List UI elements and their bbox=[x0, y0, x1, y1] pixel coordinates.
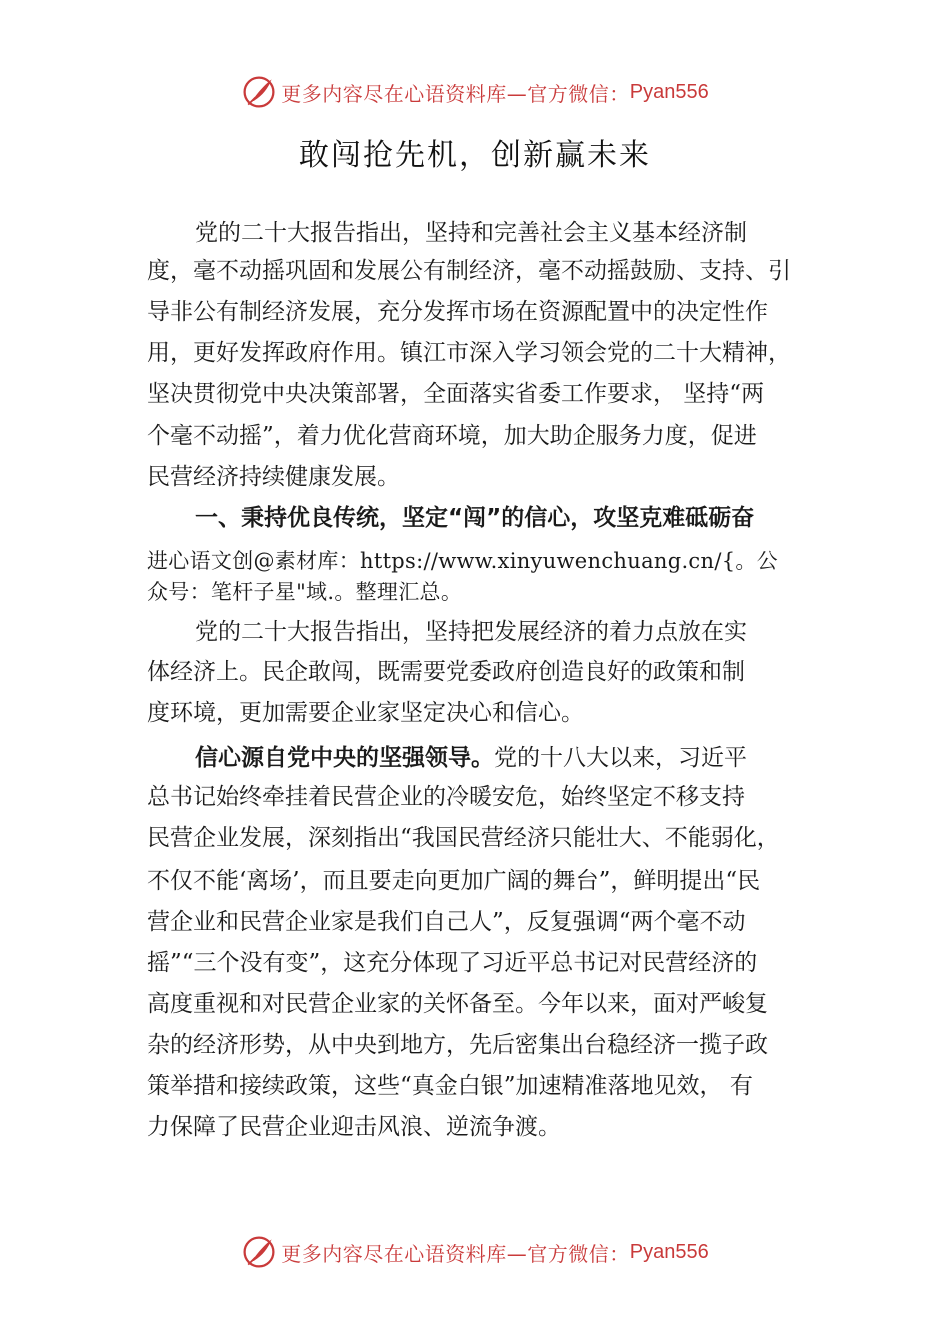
header-banner bbox=[0, 70, 950, 114]
section-heading: 一、秉持优良传统，坚定“闯”的信心，攻坚克难砥砺奋 bbox=[195, 505, 755, 531]
paragraph-line: 民营企业发展，深刻指出“我国民营经济只能壮大、不能弱化， bbox=[147, 825, 780, 851]
paragraph-line: 杂的经济形势，从中央到地方，先后密集出台稳经济一揽子政 bbox=[147, 1032, 768, 1058]
paragraph-line-rest: 党的十八大以来，习近平 bbox=[494, 745, 747, 771]
footer-banner bbox=[0, 1230, 950, 1274]
paragraph-line bbox=[195, 743, 747, 773]
paragraph-line: 民营经济持续健康发展。 bbox=[147, 464, 400, 490]
quill-logo-icon bbox=[241, 74, 277, 110]
document-title: 敢闯抢先机，创新赢未来 bbox=[299, 138, 651, 173]
paragraph-line: 用，更好发挥政府作用。镇江市深入学习领会党的二十大精神， bbox=[147, 340, 791, 366]
watermark-line: 进心语文创@素材库：https://www.xinyuwenchuang.cn/{。公 bbox=[147, 549, 778, 573]
paragraph-line: 坚决贯彻党中央决策部署，全面落实省委工作要求， 坚持“两 bbox=[147, 381, 765, 407]
quill-logo-icon bbox=[241, 1234, 277, 1270]
paragraph-line: 党的二十大报告指出，坚持把发展经济的着力点放在实 bbox=[195, 619, 747, 645]
wechat-id: Pyan556 bbox=[629, 1240, 709, 1263]
paragraph-line: 策举措和接续政策，这些“真金白银”加速精准落地见效， 有 bbox=[147, 1073, 753, 1099]
paragraph-lead: 信心源自党中央的坚强领导。 bbox=[195, 745, 494, 771]
banner-text: 更多内容尽在心语资料库—官方微信： bbox=[281, 1241, 630, 1266]
watermark-line: 众号：笔杆子星"域.。整理汇总。 bbox=[147, 580, 463, 604]
paragraph-line: 高度重视和对民营企业家的关怀备至。今年以来，面对严峻复 bbox=[147, 991, 768, 1017]
wechat-id: Pyan556 bbox=[629, 80, 709, 103]
paragraph-line: 党的二十大报告指出，坚持和完善社会主义基本经济制 bbox=[195, 220, 747, 246]
banner-text: 更多内容尽在心语资料库—官方微信： bbox=[281, 81, 630, 106]
paragraph-line: 度，毫不动摇巩固和发展公有制经济，毫不动摇鼓励、支持、引 bbox=[147, 258, 791, 284]
paragraph-line: 个毫不动摇”，着力优化营商环境，加大助企服务力度，促进 bbox=[147, 423, 757, 449]
paragraph-line: 导非公有制经济发展，充分发挥市场在资源配置中的决定性作 bbox=[147, 299, 768, 325]
paragraph-line: 度环境，更加需要企业家坚定决心和信心。 bbox=[147, 700, 584, 726]
paragraph-line: 总书记始终牵挂着民营企业的冷暖安危，始终坚定不移支持 bbox=[147, 784, 745, 810]
paragraph-line: 摇”“三个没有变”，这充分体现了习近平总书记对民营经济的 bbox=[147, 950, 758, 976]
paragraph-line: 力保障了民营企业迎击风浪、逆流争渡。 bbox=[147, 1114, 561, 1140]
paragraph-line: 不仅不能‘离场’，而且要走向更加广阔的舞台”，鲜明提出“民 bbox=[147, 868, 761, 894]
paragraph-line: 营企业和民营企业家是我们自己人”，反复强调“两个毫不动 bbox=[147, 909, 746, 935]
paragraph-line: 体经济上。民企敢闯，既需要党委政府创造良好的政策和制 bbox=[147, 659, 745, 685]
